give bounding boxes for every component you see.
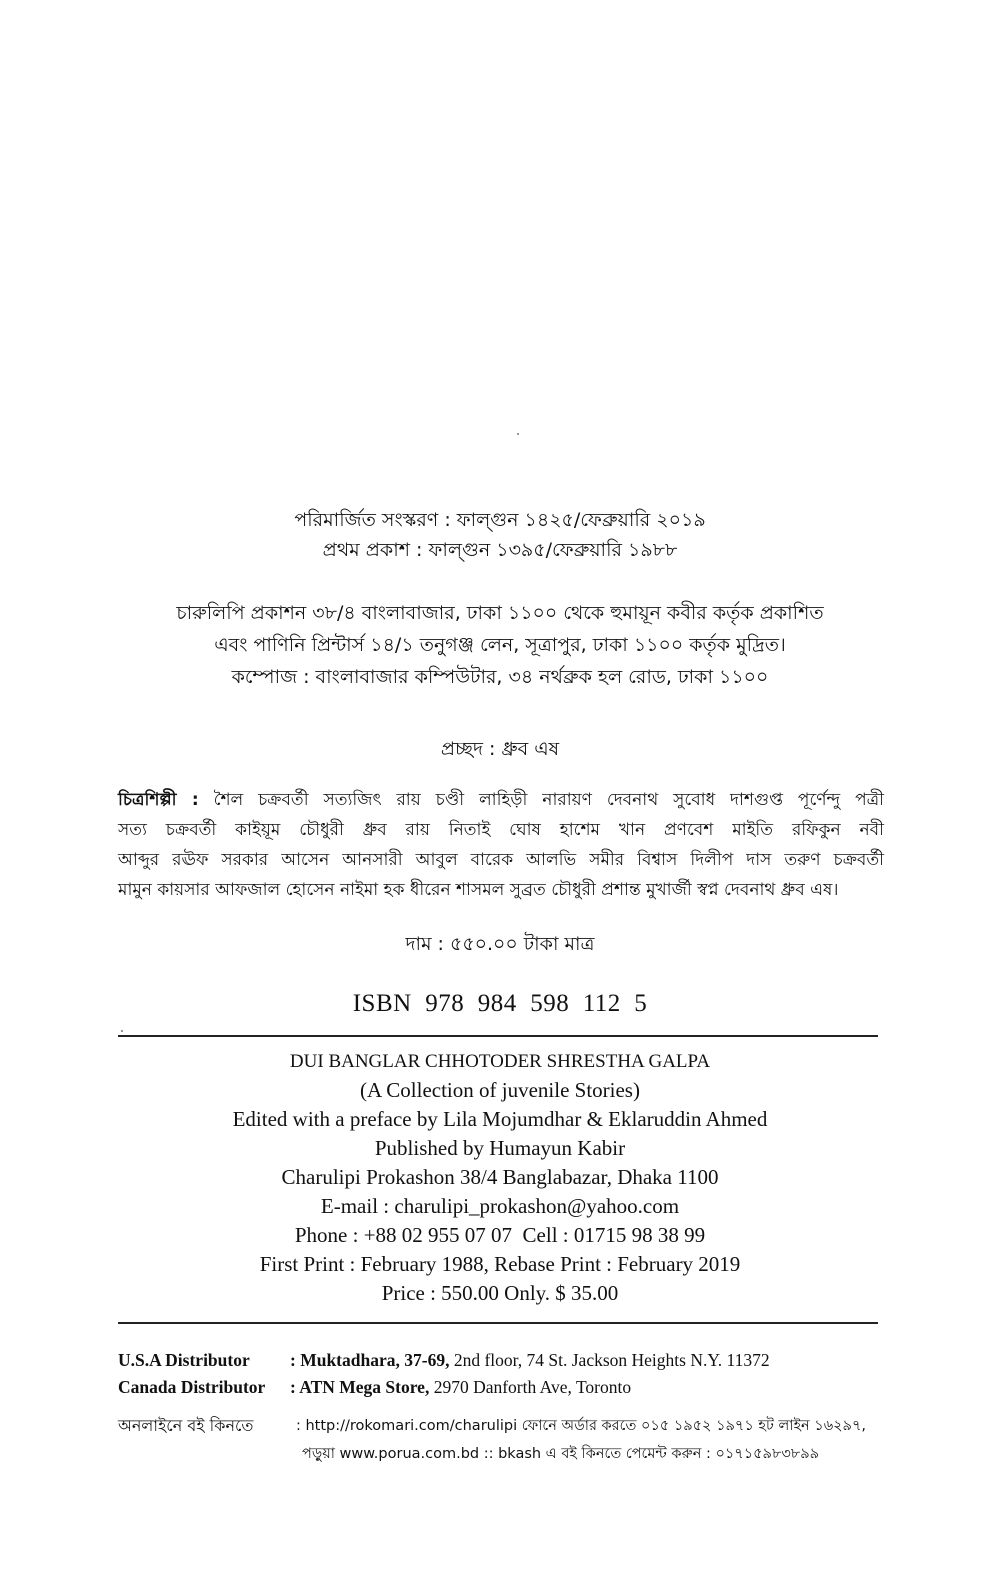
compose-line: কম্পোজ : বাংলাবাজার কম্পিউটার, ৩৪ নর্থব্রুক হল রোড, ঢাকা ১১০০ — [231, 666, 769, 688]
usa-distributor-label: U.S.A Distributor — [118, 1350, 250, 1370]
isbn: ISBN 978 984 598 112 5 — [352, 990, 648, 1017]
print-speck — [121, 1030, 123, 1032]
divider-bottom — [118, 1322, 878, 1324]
price-english: Price : 550.00 Only. $ 35.00 — [381, 1281, 619, 1305]
printer-line: এবং পাণিনি প্রিন্টার্স ১৪/১ তনুগঞ্জ লেন, সূত্রাপুর, ঢাকা ১১০০ কর্তৃক মুদ্রিত। — [214, 634, 786, 656]
illustrators-line-4: মামুন কায়সার আফজাল হোসেন নাইমা হক ধীরেন শাসমল সুব্রত চৌধুরী প্রশান্ত মুখার্জী স্বপ্ন দেবনাথ ধ্রুব এষ। — [118, 880, 839, 900]
book-subtitle: (A Collection of juvenile Stories) — [360, 1078, 640, 1102]
illustrators-line-3: আব্দুর রঊফ সরকার আসেন আনসারী আবুল বারেক আলভি সমীর বিশ্বাস দিলীপ দাস তরুণ চক্রবর্তী — [118, 850, 884, 870]
canada-distributor-address: 2970 Danforth Ave, Toronto — [429, 1377, 632, 1397]
canada-distributor — [118, 1374, 908, 1401]
english-colophon — [0, 1047, 1000, 1308]
illustrators-line-2: সত্য চক্রবর্তী কাইয়ূম চৌধুরী ধ্রুব রায় নিতাই ঘোষ হাশেম খান প্রণবেশ মাইতি রফিকুন নবী — [118, 820, 884, 840]
editors-line: Edited with a preface by Lila Mojumdhar & Eklaruddin Ahmed — [232, 1107, 768, 1131]
distributors — [118, 1347, 908, 1401]
imprint-info — [0, 597, 1000, 693]
phone-line: Phone : +88 02 955 07 07 Cell : 01715 98 38 99 — [294, 1223, 706, 1247]
illustrators-line-1 — [118, 785, 884, 815]
usa-distributor-address: 2nd floor, 74 St. Jackson Heights N.Y. 11372 — [449, 1350, 770, 1370]
cover-artist: প্রচ্ছদ : ধ্রুব এষ — [440, 738, 560, 760]
usa-distributor — [118, 1347, 908, 1374]
online-purchase-label: অনলাইনে বই কিনতে — [118, 1416, 254, 1435]
price-bengali: দাম : ৫৫০.০০ টাকা মাত্র — [405, 933, 595, 955]
publisher-address: Charulipi Prokashon 38/4 Banglabazar, Dhaka 1100 — [281, 1165, 719, 1189]
print-dates: First Print : February 1988, Rebase Print : February 2019 — [259, 1252, 741, 1276]
book-title: DUI BANGLAR CHHOTODER SHRESTHA GALPA — [289, 1051, 711, 1072]
publisher-name: Published by Humayun Kabir — [374, 1136, 626, 1160]
divider-top — [118, 1035, 878, 1037]
canada-distributor-label: Canada Distributor — [118, 1377, 266, 1397]
online-purchase-line-1: : http://rokomari.com/charulipi ফোনে অর্ডার করতে ০১৫ ১৯৫২ ১৯৭১ হট লাইন ১৬২৯৭, — [296, 1418, 867, 1434]
usa-distributor-name: : Muktadhara, 37-69, — [290, 1350, 450, 1370]
illustrators-names-1: শৈল চক্রবর্তী সত্যজিৎ রায় চণ্ডী লাহিড়ী নারায়ণ দেবনাথ সুবোধ দাশগুপ্ত পূর্ণেন্দু পত্রী — [213, 790, 884, 810]
canada-distributor-name: : ATN Mega Store, — [290, 1377, 430, 1397]
publisher-line: চারুলিপি প্রকাশন ৩৮/৪ বাংলাবাজার, ঢাকা ১১০০ থেকে হুমায়ূন কবীর কর্তৃক প্রকাশিত — [176, 602, 824, 624]
email-line: E-mail : charulipi_prokashon@yahoo.com — [320, 1194, 680, 1218]
illustrators-label: চিত্রশিল্পী : — [118, 790, 199, 810]
revised-edition-line: পরিমার্জিত সংস্করণ : ফাল্গুন ১৪২৫/ফেব্রুয়ারি ২০১৯ — [294, 509, 706, 531]
online-purchase-line-2: পড়ুয়া www.porua.com.bd :: bkash এ বই কিনতে পেমেন্ট করুন : ০১৭১৫৯৮৩৮৯৯ — [302, 1446, 820, 1462]
edition-info — [0, 505, 1000, 565]
first-edition-line: প্রথম প্রকাশ : ফাল্গুন ১৩৯৫/ফেব্রুয়ারি ১৯৮৮ — [322, 539, 678, 561]
print-speck — [517, 433, 519, 435]
illustrators-block — [118, 785, 884, 905]
